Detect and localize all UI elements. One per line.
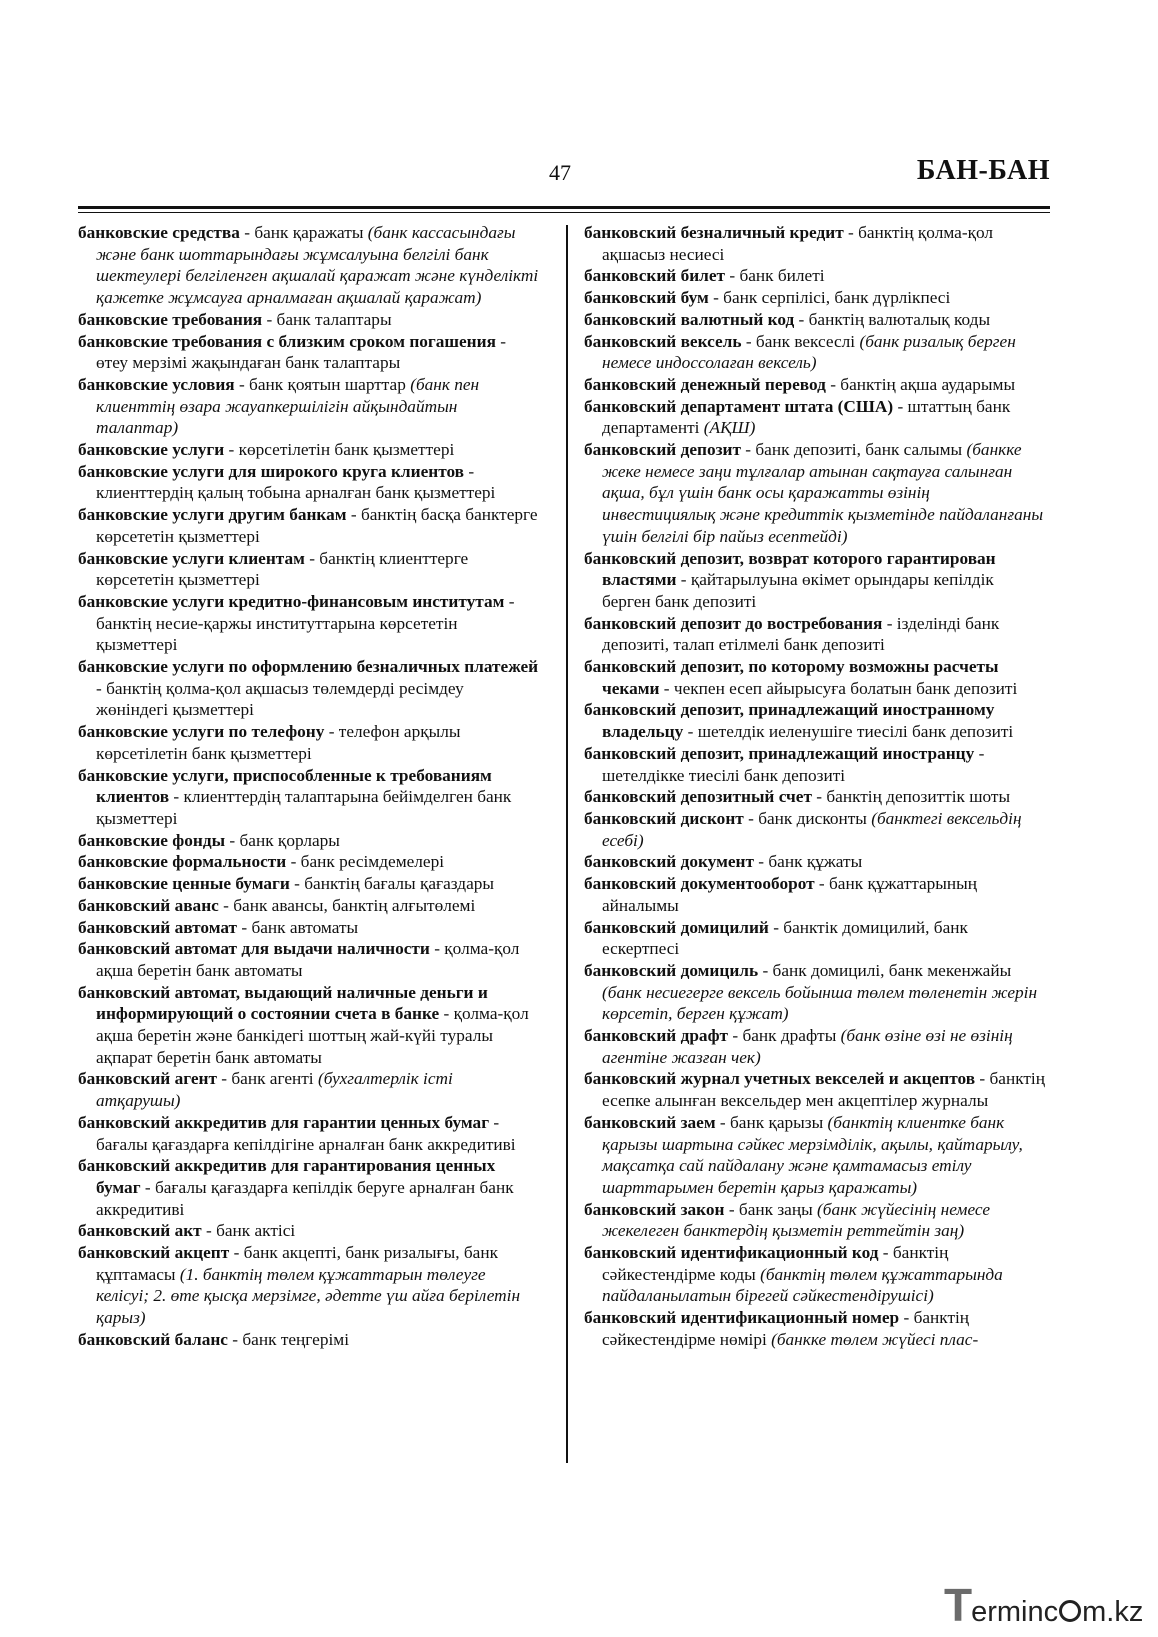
entry-separator: - xyxy=(974,743,985,763)
entry-definition: банктің сәйкестендірме коды xyxy=(602,1243,949,1284)
dictionary-entry xyxy=(584,873,1046,916)
entry-separator: - xyxy=(224,440,239,460)
entry-separator: - xyxy=(439,1004,454,1024)
left-column xyxy=(78,222,540,1351)
dictionary-entry xyxy=(78,917,540,939)
entry-definition: банк ресімдемелері xyxy=(300,852,445,872)
dictionary-entry xyxy=(78,591,540,656)
dictionary-entry xyxy=(78,331,540,374)
entry-term: банковский автомат для выдачи наличности xyxy=(78,939,430,959)
entry-term: банковский заем xyxy=(584,1112,716,1132)
dictionary-entry xyxy=(78,938,540,981)
entry-definition: банктік домицилий, банк ескертпесі xyxy=(602,917,968,959)
entry-definition: банк қорлары xyxy=(239,830,340,850)
entry-separator: - xyxy=(239,223,255,242)
entry-definition: банктің сәйкестендірме нөмірі xyxy=(602,1308,970,1349)
watermark-logo[interactable] xyxy=(944,1578,1143,1632)
entry-term: банковский депозит до востребования xyxy=(584,613,883,633)
entry-term: банковский закон xyxy=(584,1199,725,1219)
entry-term: банковский документ xyxy=(584,852,754,872)
entry-separator: - xyxy=(225,830,240,850)
dictionary-entry xyxy=(78,1220,540,1242)
entry-definition: банктің басқа банктерге көрсететін қызметтері xyxy=(96,505,538,546)
entry-term: банковские фонды xyxy=(78,830,226,850)
header-rule-thin xyxy=(78,212,1050,213)
entry-separator: - xyxy=(237,917,252,937)
entry-term: банковские услуги, приспособленные к требованиям клиентов xyxy=(78,765,492,807)
entry-separator: - xyxy=(825,374,841,394)
entry-term: банковские формальности xyxy=(78,852,287,872)
entry-separator: - xyxy=(429,939,445,959)
entry-separator: - xyxy=(324,722,339,742)
entry-separator: - xyxy=(768,917,784,937)
entry-separator: - xyxy=(140,1177,155,1197)
entry-definition: банк дисконты xyxy=(758,808,872,828)
entry-term: банковский акцепт xyxy=(78,1243,230,1263)
entry-separator: - xyxy=(758,960,773,980)
dictionary-entry xyxy=(584,1199,1046,1242)
header-rule-thick xyxy=(78,206,1050,209)
entry-definition: шетелдік иеленушіге тиесілі банк депозиті xyxy=(697,722,1014,742)
entry-term: банковский аккредитив для гарантирования ценных бумаг xyxy=(78,1156,496,1197)
entry-definition: банк депозиті, банк салымы xyxy=(755,440,967,460)
entry-separator: - xyxy=(289,874,305,894)
dictionary-entry xyxy=(78,222,540,309)
watermark-lead-letter: T xyxy=(944,1579,972,1631)
dictionary-entry xyxy=(584,1068,1046,1111)
entry-definition: банк қоятын шарттар xyxy=(249,374,411,394)
column-divider xyxy=(566,225,568,1463)
dictionary-entry xyxy=(78,830,540,852)
dictionary-entry xyxy=(584,439,1046,548)
watermark-text-start: erminc xyxy=(971,1596,1059,1628)
entry-definition: банктің қолма-қол ақшасыз төлемдерді ресімдеу жөніндегі қызметтері xyxy=(96,678,464,720)
entry-separator: - xyxy=(304,548,320,568)
dictionary-entry xyxy=(584,960,1046,1025)
entry-separator: - xyxy=(794,309,809,329)
entry-definition: клиенттердің қалың тобына арналған банк қызметтері xyxy=(96,483,496,503)
entry-note: (банктің клиентке банк қарызы шартына сәйкес мерзімділік, ақылы, қайтарылу, мақсатқа сай пайдалану және қамтамасыз етілу шарттарымен беретін қарыз қаражаты) xyxy=(602,1112,1023,1197)
entry-definition: банктің ақша аударымы xyxy=(840,374,1016,394)
entry-definition: банк драфты xyxy=(742,1026,841,1046)
entry-term: банковский документооборот xyxy=(584,874,815,894)
dictionary-entry xyxy=(584,1307,1046,1350)
dictionary-entry xyxy=(78,548,540,591)
entry-separator: - xyxy=(216,1069,232,1089)
entry-note: (банк ризалық берген немесе индоссолаған вексель) xyxy=(602,331,1016,373)
entry-definition: банк автоматы xyxy=(251,917,359,937)
dictionary-entry xyxy=(78,873,540,895)
dictionary-entry xyxy=(584,613,1046,656)
entry-term: банковские услуги другим банкам xyxy=(78,505,347,525)
dictionary-entry xyxy=(78,374,540,439)
entry-separator: - xyxy=(715,1112,731,1132)
entry-separator: - xyxy=(286,852,301,872)
dictionary-entry xyxy=(584,808,1046,851)
watermark-text-end: m.kz xyxy=(1082,1596,1144,1628)
entry-separator: - xyxy=(899,1308,914,1328)
entry-term: банковский баланс xyxy=(78,1329,228,1349)
dictionary-entry xyxy=(584,1112,1046,1199)
entry-separator: - xyxy=(504,591,515,611)
dictionary-entry xyxy=(584,265,1046,287)
entry-term: банковский аккредитив для гарантии ценных бумаг xyxy=(78,1112,490,1132)
entry-term: банковские ценные бумаги xyxy=(78,874,290,894)
entry-separator: - xyxy=(227,1329,243,1349)
entry-definition: банктің несие-қаржы институттарына көрсететін қызметтері xyxy=(96,613,458,655)
entry-definition: банк қарызы xyxy=(730,1112,828,1132)
watermark-ring-icon xyxy=(1059,1600,1081,1622)
entry-separator: - xyxy=(725,266,740,286)
entry-term: банковский автомат xyxy=(78,917,238,937)
entry-note: (банк кассасындағы және банк шоттарындағы жұмсалуына белгілі банк шектеулері белгіленген ақшалай қаражат және күнделікті қажетке жұмсауға арналмаған ақшалай қаражат) xyxy=(96,223,539,308)
entry-definition: банк билеті xyxy=(739,266,825,286)
entry-term: банковский идентификационный номер xyxy=(584,1308,900,1328)
page-number: 47 xyxy=(549,160,571,185)
entry-separator: - xyxy=(659,678,674,698)
dictionary-entry xyxy=(78,461,540,504)
entry-separator: - xyxy=(740,440,756,460)
entry-term: банковский автомат, выдающий наличные деньги и информирующий о состоянии счета в банке xyxy=(78,982,488,1024)
dictionary-entry xyxy=(584,331,1046,374)
dictionary-entry xyxy=(78,895,540,917)
dictionary-entry xyxy=(584,548,1046,613)
entry-term: банковский билет xyxy=(584,266,726,286)
entry-term: банковский аванс xyxy=(78,895,219,915)
entry-definition: банк құжаты xyxy=(768,852,863,872)
entry-separator: - xyxy=(218,895,234,915)
entry-note: (банкке жеке немесе заңи тұлғалар атынан сақтауға салынған ақша, бұл үшін банк осы қаражатты өзінің инвестициялық және кредиттік қызметінде пайдаланғаны үшін белгілі бір пайыз есептейді) xyxy=(602,440,1044,546)
entry-term: банковский домициль xyxy=(584,960,759,980)
entry-term: банковские услуги кредитно-финансовым институтам xyxy=(78,591,505,611)
entry-definition: бағалы қағаздарға кепілдігіне арналған банк аккредитиві xyxy=(96,1134,516,1154)
entry-term: банковские условия xyxy=(78,374,235,394)
entry-term: банковские средства xyxy=(78,223,240,242)
entry-separator: - xyxy=(724,1199,739,1219)
dictionary-entry xyxy=(584,699,1046,742)
dictionary-entry xyxy=(584,656,1046,699)
entry-note: (банкке төлем жүйесі плас- xyxy=(771,1329,979,1349)
entry-definition: банк авансы, банктің алғытөлемі xyxy=(233,895,476,915)
dictionary-entry xyxy=(78,1112,540,1155)
entry-definition: өтеу мерзімі жақындаған банк талаптары xyxy=(96,353,401,373)
entry-definition: банк домицилі, банк мекенжайы xyxy=(772,960,1012,980)
entry-term: банковский агент xyxy=(78,1069,217,1089)
entry-term: банковский бум xyxy=(584,288,709,308)
entry-definition: банк қаражаты xyxy=(254,223,368,242)
dictionary-entry xyxy=(584,851,1046,873)
entry-term: банковские требования xyxy=(78,309,263,329)
entry-separator: - xyxy=(975,1069,990,1089)
entry-term: банковский депозитный счет xyxy=(584,787,812,807)
entry-definition: банк серпілісі, банк дүрлікпесі xyxy=(723,288,951,308)
entry-term: банковский валютный код xyxy=(584,309,795,329)
entry-note: (1. банктің төлем құжаттарын төлеуге келісуі; 2. өте қысқа мерзімге, әдетте үш айға берілетін қарыз) xyxy=(96,1264,521,1328)
entry-separator: - xyxy=(262,309,277,329)
dictionary-entry xyxy=(78,765,540,830)
entry-definition: телефон арқылы көрсетілетін банк қызметтері xyxy=(96,722,461,763)
entry-separator: - xyxy=(229,1243,244,1263)
entry-definition: банктің есепке алынған вексельдер мен акцептілер журналы xyxy=(602,1069,1045,1111)
entry-definition: клиенттердің талаптарына бейімделген банк қызметтері xyxy=(96,787,512,828)
entry-definition: шетелдікке тиесілі банк депозиті xyxy=(602,765,846,785)
entry-definition: банк актісі xyxy=(216,1221,296,1241)
entry-term: банковские услуги по телефону xyxy=(78,722,325,742)
entry-definition: банк талаптары xyxy=(276,309,392,329)
entry-term: банковский депозит, принадлежащий иностранному владельцу xyxy=(584,700,995,742)
entry-definition: қолма-қол ақша беретін банк автоматы xyxy=(96,939,520,980)
dictionary-entry xyxy=(78,309,540,331)
entry-separator: - xyxy=(489,1112,500,1132)
entry-definition: банк заңы xyxy=(738,1199,818,1219)
entry-definition: банктің қолма-қол ақшасыз несиесі xyxy=(602,223,994,264)
dictionary-entry xyxy=(78,1329,540,1351)
entry-term: банковский журнал учетных векселей и акцептов xyxy=(584,1069,976,1089)
entry-separator: - xyxy=(753,852,769,872)
entry-definition: қайтарылуына өкімет орындары кепілдік берген банк депозиті xyxy=(602,570,994,611)
dictionary-entry xyxy=(78,439,540,461)
entry-separator: - xyxy=(728,1026,743,1046)
entry-separator: - xyxy=(893,396,908,416)
entry-definition: банктің клиенттерге көрсететін қызметтері xyxy=(96,548,469,590)
entry-term: банковский депозит, возврат которого гарантирован властями xyxy=(584,548,996,590)
entry-term: банковский идентификационный код xyxy=(584,1243,879,1263)
dictionary-entry xyxy=(78,656,540,721)
entry-separator: - xyxy=(814,874,830,894)
entry-separator: - xyxy=(346,505,361,525)
entry-note: (банк пен клиенттің өзара жауапкершілігін айқындайтын талаптар) xyxy=(96,374,480,438)
entry-definition: банк акцепті, банк ризалығы, банк құптамасы xyxy=(96,1243,498,1284)
dictionary-entry xyxy=(78,851,540,873)
entry-definition: ізделінді банк депозиті, талап етілмелі банк депозиті xyxy=(602,613,1000,655)
right-column xyxy=(584,222,1046,1351)
entry-term: банковский вексель xyxy=(584,331,742,351)
entry-definition: қолма-қол ақша беретін және банкідегі шоттың жай-күйі туралы ақпарат беретін банк автоматы xyxy=(96,1004,529,1067)
entry-separator: - xyxy=(676,570,691,590)
entry-term: банковский денежный перевод xyxy=(584,374,826,394)
entry-term: банковские услуги клиентам xyxy=(78,548,305,568)
entry-separator: - xyxy=(495,331,506,351)
entry-term: банковские услуги для широкого круга клиентов xyxy=(78,461,465,481)
dictionary-entry xyxy=(584,786,1046,808)
entry-term: банковский акт xyxy=(78,1221,202,1241)
entry-separator: - xyxy=(169,787,184,807)
entry-term: банковский департамент штата (США) xyxy=(584,396,894,416)
dictionary-entry xyxy=(78,504,540,547)
entry-note: (АҚШ) xyxy=(703,418,756,438)
entry-note: (банктегі вексельдің есебі) xyxy=(602,808,1022,850)
running-head: БАН-БАН xyxy=(916,155,1050,186)
dictionary-entry xyxy=(78,1068,540,1111)
dictionary-entry xyxy=(584,374,1046,396)
entry-term: банковский депозит, принадлежащий иностранцу xyxy=(584,743,975,763)
dictionary-entry xyxy=(584,222,1046,265)
entry-term: банковский депозит xyxy=(584,440,741,460)
entry-separator: - xyxy=(683,722,698,742)
entry-definition: штаттың банк департаменті xyxy=(602,396,1011,438)
entry-definition: банк вексеслі xyxy=(755,331,860,351)
entry-note: (банк өзіне өзі не өзінің агентіне жазған чек) xyxy=(602,1026,1013,1067)
dictionary-entry xyxy=(584,396,1046,439)
entry-separator: - xyxy=(96,678,107,698)
entry-separator: - xyxy=(743,808,759,828)
entry-separator: - xyxy=(878,1243,893,1263)
entry-term: банковский драфт xyxy=(584,1026,729,1046)
entry-separator: - xyxy=(811,787,827,807)
dictionary-entry xyxy=(78,982,540,1069)
entry-term: банковский депозит, по которому возможны расчеты чеками xyxy=(584,657,999,698)
entry-term: банковские услуги по оформлению безналичных платежей xyxy=(78,657,539,677)
entry-term: банковский безналичный кредит xyxy=(584,223,844,242)
entry-definition: чекпен есеп айырысуға болатын банк депозиті xyxy=(673,678,1018,698)
entry-note: (банктің төлем құжаттарында пайдаланылатын бірегей сәйкестендірушісі) xyxy=(602,1264,1003,1306)
entry-separator: - xyxy=(464,461,475,481)
entry-term: банковские услуги xyxy=(78,440,225,460)
entry-separator: - xyxy=(882,613,897,633)
entry-term: банковский домицилий xyxy=(584,917,769,937)
dictionary-entry xyxy=(584,309,1046,331)
entry-separator: - xyxy=(708,288,724,308)
entry-definition: банктің бағалы қағаздары xyxy=(304,874,495,894)
entry-definition: банктің валюталық коды xyxy=(808,309,991,329)
entry-definition: банк теңгерімі xyxy=(242,1329,349,1349)
dictionary-entry xyxy=(78,721,540,764)
entry-separator: - xyxy=(741,331,756,351)
dictionary-entry xyxy=(584,287,1046,309)
entry-definition: банктің депозиттік шоты xyxy=(826,787,1011,807)
entry-definition: көрсетілетін банк қызметтері xyxy=(238,440,455,460)
entry-separator: - xyxy=(843,223,859,242)
entry-definition: бағалы қағаздарға кепілдік беруге арналған банк аккредитиві xyxy=(96,1177,514,1219)
dictionary-entry xyxy=(584,743,1046,786)
dictionary-entry xyxy=(78,1242,540,1329)
entry-separator: - xyxy=(201,1221,217,1241)
dictionary-entry xyxy=(584,1025,1046,1068)
entry-note: (банк жүйесінің немесе жекелеген банктердің қызметін реттейтін заң) xyxy=(602,1199,991,1241)
entry-note: (банк несиегерге вексель бойынша төлем төленетін жерін көрсетіп, берген құжат) xyxy=(602,982,1038,1024)
entry-definition: банк агенті xyxy=(231,1069,318,1089)
entry-term: банковский дисконт xyxy=(584,808,744,828)
entry-definition: банк құжаттарының айналымы xyxy=(602,874,977,915)
entry-note: (бухгалтерлік істі атқарушы) xyxy=(96,1069,453,1111)
dictionary-entry xyxy=(78,1155,540,1220)
dictionary-entry xyxy=(584,1242,1046,1307)
entry-term: банковские требования с близким сроком погашения xyxy=(78,331,496,351)
dictionary-entry xyxy=(584,917,1046,960)
entry-separator: - xyxy=(234,374,250,394)
